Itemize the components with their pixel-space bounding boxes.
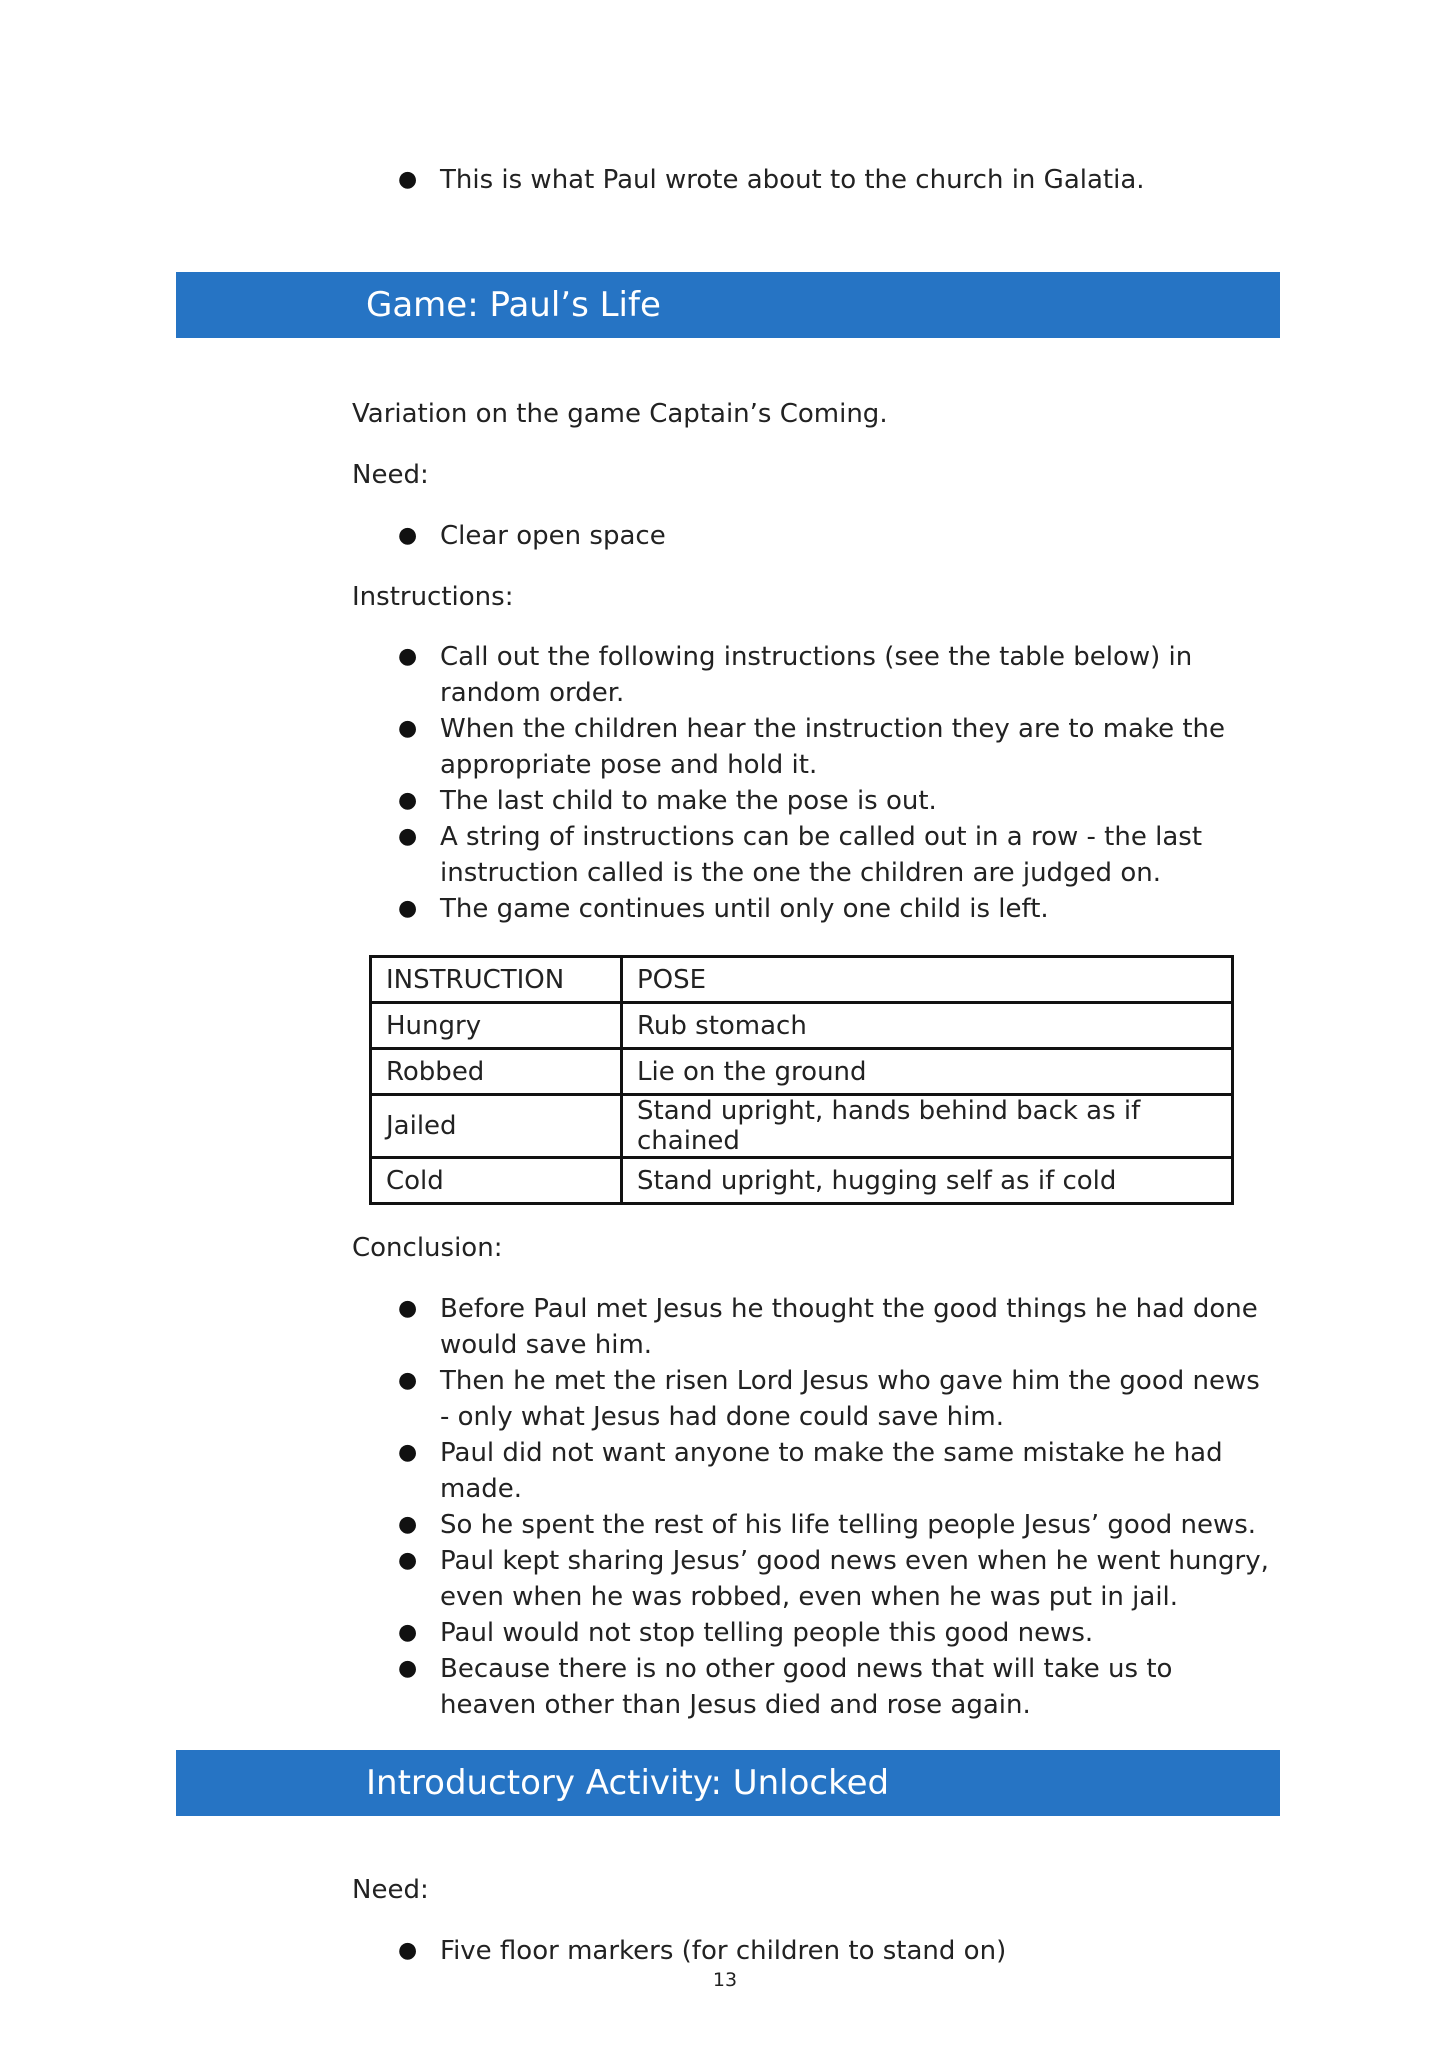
table-cell: Robbed <box>371 1049 622 1095</box>
bullet-icon: ● <box>398 1368 418 1393</box>
list-item <box>352 891 1272 927</box>
bullet-icon: ● <box>398 1440 418 1465</box>
bullet-icon: ● <box>398 1938 418 1963</box>
section-heading: Introductory Activity: Unlocked <box>366 1763 890 1803</box>
table-row <box>371 1158 1233 1204</box>
table-cell: Rub stomach <box>622 1003 1233 1049</box>
section-heading-banner <box>176 1750 1280 1816</box>
list-item-text: Because there is no other good news that will take us to heaven other than Jesus died and rose again. <box>440 1654 1173 1720</box>
bullet-icon: ● <box>398 167 418 192</box>
bullet-icon: ● <box>398 824 418 849</box>
table-header-cell: POSE <box>622 957 1233 1003</box>
table-row <box>371 1003 1233 1049</box>
need-list <box>352 1933 1272 1969</box>
bullet-icon: ● <box>398 1548 418 1573</box>
list-item <box>352 639 1272 711</box>
list-item-text: The last child to make the pose is out. <box>440 786 937 816</box>
bullet-icon: ● <box>398 1296 418 1321</box>
list-item-text: The game continues until only one child is left. <box>440 894 1049 924</box>
intro-bullet-list <box>352 162 1272 198</box>
list-item-text: Then he met the risen Lord Jesus who gave him the good news - only what Jesus had done could save him. <box>440 1366 1260 1432</box>
list-item <box>352 1363 1272 1435</box>
variation-text: Variation on the game Captain’s Coming. <box>352 399 888 429</box>
list-item <box>352 1435 1272 1507</box>
conclusion-list <box>352 1291 1272 1723</box>
list-item-text: When the children hear the instruction they are to make the appropriate pose and hold it. <box>440 714 1226 780</box>
section-heading-banner <box>176 272 1280 338</box>
table-row <box>371 1049 1233 1095</box>
instructions-list <box>352 639 1272 927</box>
list-item <box>352 819 1272 891</box>
table-row <box>371 1095 1233 1158</box>
list-item-text: Paul would not stop telling people this good news. <box>440 1618 1094 1648</box>
list-item-text: Paul kept sharing Jesus’ good news even when he went hungry, even when he was robbed, even when he was put in jail. <box>440 1546 1269 1612</box>
bullet-icon: ● <box>398 788 418 813</box>
list-item <box>352 162 1272 198</box>
instructions-label: Instructions: <box>352 582 514 612</box>
list-item <box>352 1543 1272 1615</box>
list-item <box>352 783 1272 819</box>
bullet-icon: ● <box>398 644 418 669</box>
table-cell: Stand upright, hands behind back as if chained <box>622 1095 1233 1158</box>
need-label: Need: <box>352 1875 429 1905</box>
bullet-icon: ● <box>398 716 418 741</box>
page-number: 13 <box>712 1969 738 1991</box>
table-header-row <box>371 957 1233 1003</box>
table-cell: Lie on the ground <box>622 1049 1233 1095</box>
list-item <box>352 1507 1272 1543</box>
list-item-text: Paul did not want anyone to make the same mistake he had made. <box>440 1438 1223 1504</box>
table-cell: Cold <box>371 1158 622 1204</box>
list-item <box>352 1615 1272 1651</box>
bullet-icon: ● <box>398 523 418 548</box>
bullet-icon: ● <box>398 896 418 921</box>
list-item-text: This is what Paul wrote about to the church in Galatia. <box>440 165 1145 195</box>
table-cell: Jailed <box>371 1095 622 1158</box>
section-heading: Game: Paul’s Life <box>366 285 661 325</box>
list-item-text: Call out the following instructions (see the table below) in random order. <box>440 642 1193 708</box>
list-item-text: So he spent the rest of his life telling people Jesus’ good news. <box>440 1510 1257 1540</box>
bullet-icon: ● <box>398 1620 418 1645</box>
need-label: Need: <box>352 460 429 490</box>
table-cell: Hungry <box>371 1003 622 1049</box>
need-list <box>352 518 1272 554</box>
list-item-text: Before Paul met Jesus he thought the good things he had done would save him. <box>440 1294 1258 1360</box>
table-header-cell: INSTRUCTION <box>371 957 622 1003</box>
conclusion-label: Conclusion: <box>352 1233 503 1263</box>
list-item <box>352 518 1272 554</box>
list-item <box>352 1651 1272 1723</box>
list-item <box>352 711 1272 783</box>
list-item <box>352 1933 1272 1969</box>
list-item-text: Clear open space <box>440 521 666 551</box>
bullet-icon: ● <box>398 1656 418 1681</box>
instruction-pose-table <box>369 955 1234 1205</box>
list-item <box>352 1291 1272 1363</box>
list-item-text: A string of instructions can be called out in a row - the last instruction called is the one the children are judged on. <box>440 822 1203 888</box>
table-cell: Stand upright, hugging self as if cold <box>622 1158 1233 1204</box>
bullet-icon: ● <box>398 1512 418 1537</box>
list-item-text: Five floor markers (for children to stand on) <box>440 1936 1007 1966</box>
